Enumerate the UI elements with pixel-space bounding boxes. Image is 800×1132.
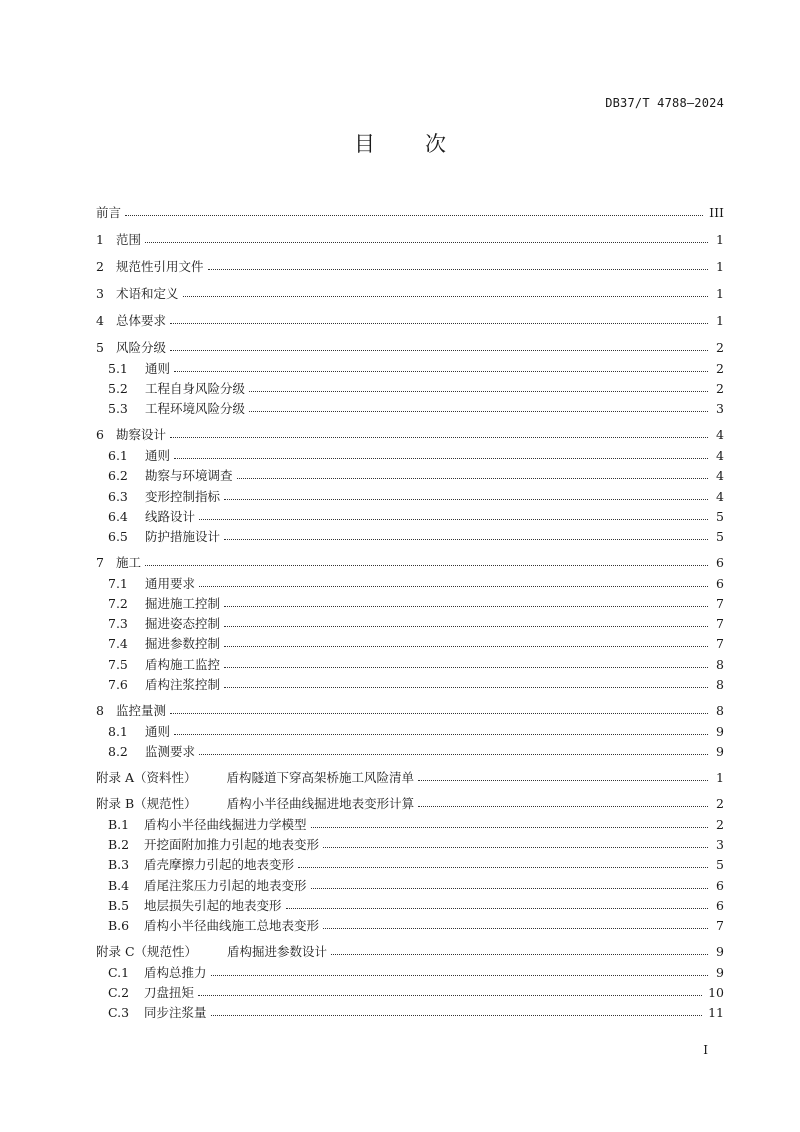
toc-entry-page: 4 <box>716 467 724 483</box>
toc-dot-leader <box>224 646 708 647</box>
toc-entry-label: 线路设计 <box>145 509 196 524</box>
toc-entry[interactable] <box>96 378 724 398</box>
toc-entry-label: 监测要求 <box>145 744 196 759</box>
toc-entry-number: 1 <box>96 231 104 247</box>
toc-entry-page: 7 <box>716 595 724 611</box>
toc-entry-page: III <box>709 204 724 220</box>
toc-entry-label: 盾构掘进参数设计 <box>227 944 328 959</box>
toc-entry[interactable] <box>96 465 724 485</box>
toc-dot-leader <box>199 754 708 755</box>
toc-entry-number: B.2 <box>108 836 130 852</box>
toc-entry-label: 盾构施工监控 <box>145 657 221 672</box>
toc-entry[interactable] <box>96 674 724 694</box>
toc-dot-leader <box>125 215 703 216</box>
toc-entry[interactable] <box>96 834 724 854</box>
toc-entry-label: 监控量测 <box>116 703 167 718</box>
toc-entry-page: 6 <box>716 575 724 591</box>
toc-dot-leader <box>224 626 708 627</box>
toc-entry-label: 盾构总推力 <box>144 965 207 980</box>
toc-entry-page: 2 <box>716 380 724 396</box>
toc-entry-label: 同步注浆量 <box>144 1005 207 1020</box>
toc-entry[interactable] <box>96 526 724 546</box>
toc-entry[interactable] <box>96 552 724 572</box>
toc-dot-leader <box>224 687 708 688</box>
toc-entry[interactable] <box>96 424 724 444</box>
toc-entry-label: 掘进姿态控制 <box>145 616 221 631</box>
toc-entry-label: 通则 <box>145 361 171 376</box>
toc-entry-label: 通用要求 <box>145 576 196 591</box>
toc-entry-number: B.4 <box>108 877 130 893</box>
toc-entry-page: 5 <box>716 508 724 524</box>
toc-entry-page: 2 <box>716 816 724 832</box>
toc-entry-number: 5 <box>96 339 104 355</box>
toc-dot-leader <box>174 458 708 459</box>
toc-entry-page: 4 <box>716 447 724 463</box>
toc-entry[interactable] <box>96 486 724 506</box>
toc-entry-number: 5.3 <box>108 400 128 416</box>
toc-dot-leader <box>199 519 708 520</box>
toc-entry-number: 附录 C（规范性） <box>96 944 198 959</box>
toc-entry-number: 7.6 <box>108 676 128 692</box>
toc-entry-label: 术语和定义 <box>116 286 179 301</box>
toc-entry[interactable] <box>96 895 724 915</box>
toc-entry-number: 附录 B（规范性） <box>96 796 197 811</box>
toc-entry-number: 3 <box>96 285 104 301</box>
toc-entry-number: 7 <box>96 554 104 570</box>
toc-entry[interactable] <box>96 310 724 330</box>
toc-dot-leader <box>211 1015 703 1016</box>
toc-entry-label: 通则 <box>145 448 171 463</box>
toc-dot-leader <box>170 350 708 351</box>
toc-dot-leader <box>311 827 708 828</box>
toc-dot-leader <box>145 565 708 566</box>
toc-dot-leader <box>170 323 708 324</box>
toc-dot-leader <box>249 411 708 412</box>
toc-entry-page: 7 <box>716 917 724 933</box>
toc-dot-leader <box>174 734 708 735</box>
toc-entry-number: C.3 <box>108 1004 130 1020</box>
toc-entry[interactable] <box>96 398 724 418</box>
toc-entry[interactable] <box>96 700 724 720</box>
toc-entry[interactable] <box>96 337 724 357</box>
toc-entry-number: 6 <box>96 426 104 442</box>
toc-entry-label: 前言 <box>96 205 122 220</box>
toc-entry-number: C.2 <box>108 984 130 1000</box>
toc-entry-number: 6.5 <box>108 528 128 544</box>
toc-entry-number: 8.1 <box>108 723 128 739</box>
toc-entry-label: 变形控制指标 <box>145 489 221 504</box>
toc-entry-label: 开挖面附加推力引起的地表变形 <box>144 837 320 852</box>
toc-entry-label: 勘察与环境调查 <box>145 468 233 483</box>
toc-entry-label: 范围 <box>116 232 142 247</box>
toc-entry-page: 5 <box>716 528 724 544</box>
toc-entry-label: 勘察设计 <box>116 427 167 442</box>
toc-entry-label: 工程自身风险分级 <box>145 381 246 396</box>
toc-entry-label: 地层损失引起的地表变形 <box>144 898 282 913</box>
toc-entry-label: 风险分级 <box>116 340 167 355</box>
toc-dot-leader <box>249 391 708 392</box>
toc-entry[interactable] <box>96 1002 724 1022</box>
toc-entry-page: 7 <box>716 635 724 651</box>
toc-dot-leader <box>145 242 708 243</box>
toc-entry-label: 总体要求 <box>116 313 167 328</box>
toc-entry-number: B.5 <box>108 897 130 913</box>
toc-entry-label: 盾构小半径曲线施工总地表变形 <box>144 918 320 933</box>
toc-entry[interactable] <box>96 283 724 303</box>
toc-entry-number: B.1 <box>108 816 130 832</box>
toc-entry-page: 8 <box>716 676 724 692</box>
toc-entry-page: 4 <box>716 488 724 504</box>
toc-entry-number: 7.4 <box>108 635 128 651</box>
toc-entry-label: 防护措施设计 <box>145 529 221 544</box>
toc-dot-leader <box>174 371 708 372</box>
toc-entry-page: 5 <box>716 856 724 872</box>
toc-entry-number: 6.2 <box>108 467 128 483</box>
toc-entry-page: 3 <box>716 836 724 852</box>
toc-entry-label: 盾构隧道下穿高架桥施工风险清单 <box>226 770 415 785</box>
toc-entry[interactable] <box>96 793 724 813</box>
toc-entry[interactable] <box>96 256 724 276</box>
toc-dot-leader <box>418 806 708 807</box>
toc-entry[interactable] <box>96 741 724 761</box>
toc-entry[interactable] <box>96 982 724 1002</box>
toc-dot-leader <box>331 954 708 955</box>
toc-entry-page: 8 <box>716 656 724 672</box>
toc-entry-page: 1 <box>716 312 724 328</box>
title-char-2: 次 <box>425 132 446 156</box>
toc-entry-page: 6 <box>716 554 724 570</box>
toc-dot-leader <box>208 269 708 270</box>
toc-entry-page: 6 <box>716 897 724 913</box>
toc-entry-number: 7.2 <box>108 595 128 611</box>
toc-entry[interactable] <box>96 767 724 787</box>
toc-entry-page: 1 <box>716 769 724 785</box>
toc-entry-number: 5.2 <box>108 380 128 396</box>
toc-entry-page: 1 <box>716 231 724 247</box>
toc-entry-page: 2 <box>716 360 724 376</box>
toc-entry[interactable] <box>96 915 724 935</box>
toc-entry[interactable] <box>96 202 724 222</box>
toc-entry-page: 9 <box>716 964 724 980</box>
toc-entry[interactable] <box>96 229 724 249</box>
toc-entry-page: 2 <box>716 795 724 811</box>
toc-entry-page: 4 <box>716 426 724 442</box>
toc-entry[interactable] <box>96 613 724 633</box>
toc-dot-leader <box>199 586 708 587</box>
toc-entry-label: 盾构注浆控制 <box>145 677 221 692</box>
toc-dot-leader <box>183 296 708 297</box>
toc-entry-number: 7.5 <box>108 656 128 672</box>
toc-entry-number: 8.2 <box>108 743 128 759</box>
toc-entry[interactable] <box>96 506 724 526</box>
page-title <box>0 128 800 158</box>
toc-entry-page: 1 <box>716 258 724 274</box>
toc-entry-page: 9 <box>716 743 724 759</box>
toc-entry-number: 附录 A（资料性） <box>96 770 197 785</box>
toc-entry-label: 施工 <box>116 555 142 570</box>
toc-entry-page: 1 <box>716 285 724 301</box>
toc-entry-number: 7.3 <box>108 615 128 631</box>
toc-entry-label: 盾构小半径曲线掘进力学模型 <box>144 817 307 832</box>
toc-entry-page: 9 <box>716 943 724 959</box>
toc-dot-leader <box>286 908 708 909</box>
toc-entry-label: 通则 <box>145 724 171 739</box>
toc-entry[interactable] <box>96 573 724 593</box>
toc-entry-label: 盾壳摩擦力引起的地表变形 <box>144 857 295 872</box>
toc-entry-page: 3 <box>716 400 724 416</box>
toc-entry-number: 6.1 <box>108 447 128 463</box>
toc-dot-leader <box>211 975 708 976</box>
toc-entry-page: 10 <box>708 984 724 1000</box>
toc-entry[interactable] <box>96 358 724 378</box>
toc-dot-leader <box>323 847 708 848</box>
toc-dot-leader <box>198 995 702 996</box>
toc-dot-leader <box>224 667 708 668</box>
toc-entry-number: C.1 <box>108 964 130 980</box>
toc-entry-label: 工程环境风险分级 <box>145 401 246 416</box>
toc-entry-number: 8 <box>96 702 104 718</box>
toc-entry-page: 6 <box>716 877 724 893</box>
toc-entry-number: 4 <box>96 312 104 328</box>
toc-entry-label: 刀盘扭矩 <box>144 985 195 1000</box>
toc-entry[interactable] <box>96 445 724 465</box>
toc-dot-leader <box>170 713 708 714</box>
toc-entry-page: 2 <box>716 339 724 355</box>
toc-dot-leader <box>311 888 708 889</box>
toc-entry-number: 6.4 <box>108 508 128 524</box>
toc-dot-leader <box>224 539 708 540</box>
toc-entry-number: 2 <box>96 258 104 274</box>
toc-entry[interactable] <box>96 721 724 741</box>
toc-entry-number: B.3 <box>108 856 130 872</box>
toc-entry-number: B.6 <box>108 917 130 933</box>
toc-entry-page: 11 <box>708 1004 724 1020</box>
toc-entry-page: 7 <box>716 615 724 631</box>
toc-entry-label: 盾构小半径曲线掘进地表变形计算 <box>226 796 415 811</box>
toc-dot-leader <box>237 478 708 479</box>
toc-entry[interactable] <box>96 941 724 961</box>
toc-entry-page: 9 <box>716 723 724 739</box>
footer-page-number: I <box>703 1043 708 1057</box>
toc-entry-label: 掘进施工控制 <box>145 596 221 611</box>
toc-entry[interactable] <box>96 593 724 613</box>
toc-entry-number: 5.1 <box>108 360 128 376</box>
toc-dot-leader <box>224 606 708 607</box>
toc-entry[interactable] <box>96 875 724 895</box>
toc-entry-number: 7.1 <box>108 575 128 591</box>
toc-dot-leader <box>418 780 708 781</box>
toc-dot-leader <box>298 867 708 868</box>
toc-entry-page: 8 <box>716 702 724 718</box>
toc-entry[interactable] <box>96 962 724 982</box>
toc-dot-leader <box>224 499 708 500</box>
standard-code: DB37/T 4788—2024 <box>605 96 724 110</box>
toc-entry[interactable] <box>96 654 724 674</box>
toc-entry-label: 盾尾注浆压力引起的地表变形 <box>144 878 307 893</box>
toc-entry-number: 6.3 <box>108 488 128 504</box>
toc-entry[interactable] <box>96 633 724 653</box>
toc-entry-label: 规范性引用文件 <box>116 259 204 274</box>
title-char-1: 目 <box>354 132 375 156</box>
toc-dot-leader <box>323 928 708 929</box>
toc-entry-label: 掘进参数控制 <box>145 636 221 651</box>
toc-dot-leader <box>170 437 708 438</box>
toc-entry[interactable] <box>96 814 724 834</box>
toc-entry[interactable] <box>96 854 724 874</box>
